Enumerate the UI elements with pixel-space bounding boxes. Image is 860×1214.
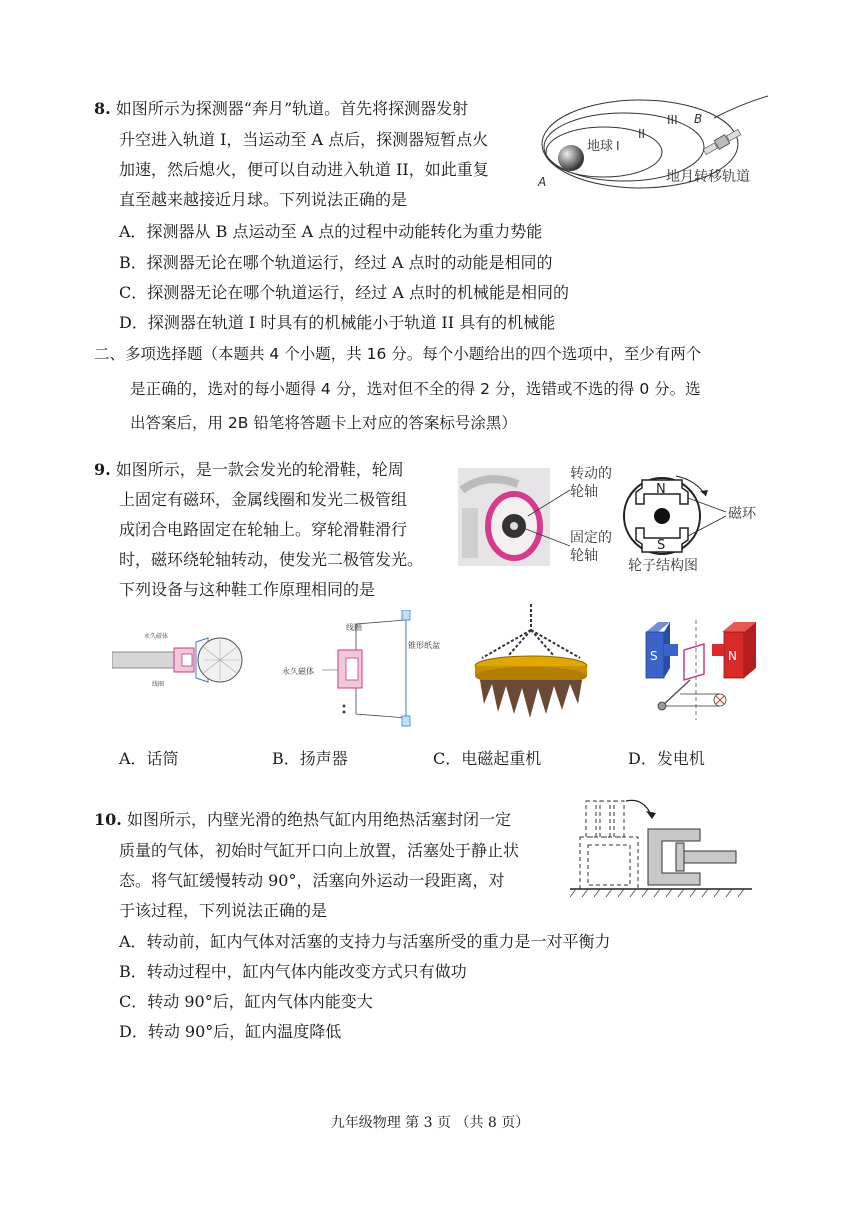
q8-option-b: B．探测器无论在哪个轨道运行，经过 A 点时的动能是相同的: [119, 253, 553, 272]
svg-text:轮轴: 轮轴: [570, 548, 598, 564]
q9-option-c: C．电磁起重机: [433, 749, 542, 768]
electromagnetic-crane-figure: [468, 600, 594, 724]
q8-stem-4: 直至越来越接近月球。下列说法正确的是: [119, 190, 408, 209]
section2-heading-2: 是正确的，选对的每小题得 4 分，选对但不全的得 2 分，选错或不选的得 0 分。选: [130, 380, 701, 398]
q10-option-d: D．转动 90°后，缸内温度降低: [119, 1022, 342, 1041]
earth-icon: [558, 145, 584, 171]
q9-wheel-figure: [458, 460, 770, 578]
wheel-structure-diagram: [624, 476, 726, 554]
q8-stem-3: 加速，然后熄火，便可以自动进入轨道 II，如此重复: [119, 160, 489, 179]
q10-option-b: B．转动过程中，缸内气体内能改变方式只有做功: [119, 962, 467, 981]
q10-stem-1: 如图所示，内壁光滑的绝热气缸内用绝热活塞封闭一定: [126, 810, 511, 829]
svg-text:轮子结构图: 轮子结构图: [628, 558, 698, 574]
q9-stem-3: 成闭合电路固定在轮轴上。穿轮滑鞋滑行: [119, 520, 408, 539]
q8-number: 8.: [94, 99, 111, 118]
q9-line-1: [94, 460, 404, 480]
generator-figure: [640, 620, 762, 722]
q9-option-a: A．话筒: [119, 749, 179, 768]
svg-text:N: N: [656, 482, 666, 497]
svg-text:固定的: 固定的: [570, 530, 612, 546]
horizontal-cylinder-icon: [648, 829, 736, 885]
section2-heading-3: 出答案后，用 2B 铅笔将答题卡上对应的答案标号涂黑）: [130, 414, 517, 432]
svg-text:永久磁体: 永久磁体: [144, 633, 169, 640]
svg-text:II: II: [638, 127, 646, 141]
q8-stem-1: 如图所示为探测器“奔月”轨道。首先将探测器发射: [115, 99, 469, 118]
svg-text:磁环: 磁环: [728, 506, 756, 522]
q8-option-d: D．探测器在轨道 I 时具有的机械能小于轨道 II 具有的机械能: [119, 313, 556, 332]
q10-cylinder-figure: [566, 795, 756, 903]
q8-option-a: A．探测器从 B 点运动至 A 点的过程中动能转化为重力势能: [119, 222, 543, 241]
q9-option-b: B．扬声器: [272, 749, 348, 768]
svg-text:S: S: [657, 538, 666, 553]
q10-option-c: C．转动 90°后，缸内气体内能变大: [119, 992, 373, 1011]
q8-option-c: C．探测器无论在哪个轨道运行，经过 A 点时的机械能是相同的: [119, 283, 569, 302]
svg-text:III: III: [667, 113, 678, 127]
q10-option-a: A．转动前，缸内气体对活塞的支持力与活塞所受的重力是一对平衡力: [119, 932, 611, 951]
q10-line-1: [94, 810, 511, 830]
q8-stem-2: 升空进入轨道 I，当运动至 A 点后，探测器短暂点火: [119, 130, 489, 149]
svg-text:线圈: 线圈: [152, 681, 165, 688]
svg-text:地月转移轨道: 地月转移轨道: [666, 169, 750, 185]
svg-text:N: N: [728, 649, 737, 663]
svg-text:I: I: [616, 139, 620, 153]
svg-text:锥形纸盆: 锥形纸盆: [408, 641, 440, 650]
q8-orbit-figure: [536, 92, 770, 198]
page-footer: 九年级物理 第 3 页 （共 8 页）: [330, 1115, 530, 1131]
q9-stem-1: 如图所示，是一款会发光的轮滑鞋，轮周: [115, 460, 404, 479]
q10-stem-3: 态。将气缸缓慢转动 90°，活塞向外运动一段距离，对: [119, 871, 505, 890]
microphone-figure: [112, 628, 252, 700]
q10-stem-4: 于该过程，下列说法正确的是: [119, 901, 328, 920]
svg-text:线圈: 线圈: [346, 623, 362, 632]
svg-text:B: B: [694, 112, 703, 126]
svg-text:永久磁体: 永久磁体: [282, 667, 314, 676]
q10-number: 10.: [94, 810, 122, 829]
q9-option-d: D．发电机: [628, 749, 705, 768]
svg-text:S: S: [650, 649, 658, 663]
speaker-figure: [282, 610, 442, 728]
svg-text:A: A: [538, 175, 547, 189]
q9-number: 9.: [94, 460, 111, 479]
q9-stem-4: 时，磁环绕轮轴转动，使发光二极管发光。: [119, 550, 424, 569]
q9-stem-2: 上固定有磁环，金属线圈和发光二极管组: [119, 490, 408, 509]
section2-heading-1: 二、多项选择题（本题共 4 个小题，共 16 分。每个小题给出的四个选项中，至少有两个: [94, 345, 702, 363]
svg-text:地球: 地球: [587, 139, 614, 154]
q10-stem-2: 质量的气体，初始时气缸开口向上放置，活塞处于静止状: [119, 841, 520, 860]
svg-text:转动的: 转动的: [570, 466, 612, 482]
q9-stem-5: 下列设备与这种鞋工作原理相同的是: [119, 580, 376, 599]
q8-line-1: [94, 99, 468, 119]
svg-text:轮轴: 轮轴: [570, 484, 598, 500]
